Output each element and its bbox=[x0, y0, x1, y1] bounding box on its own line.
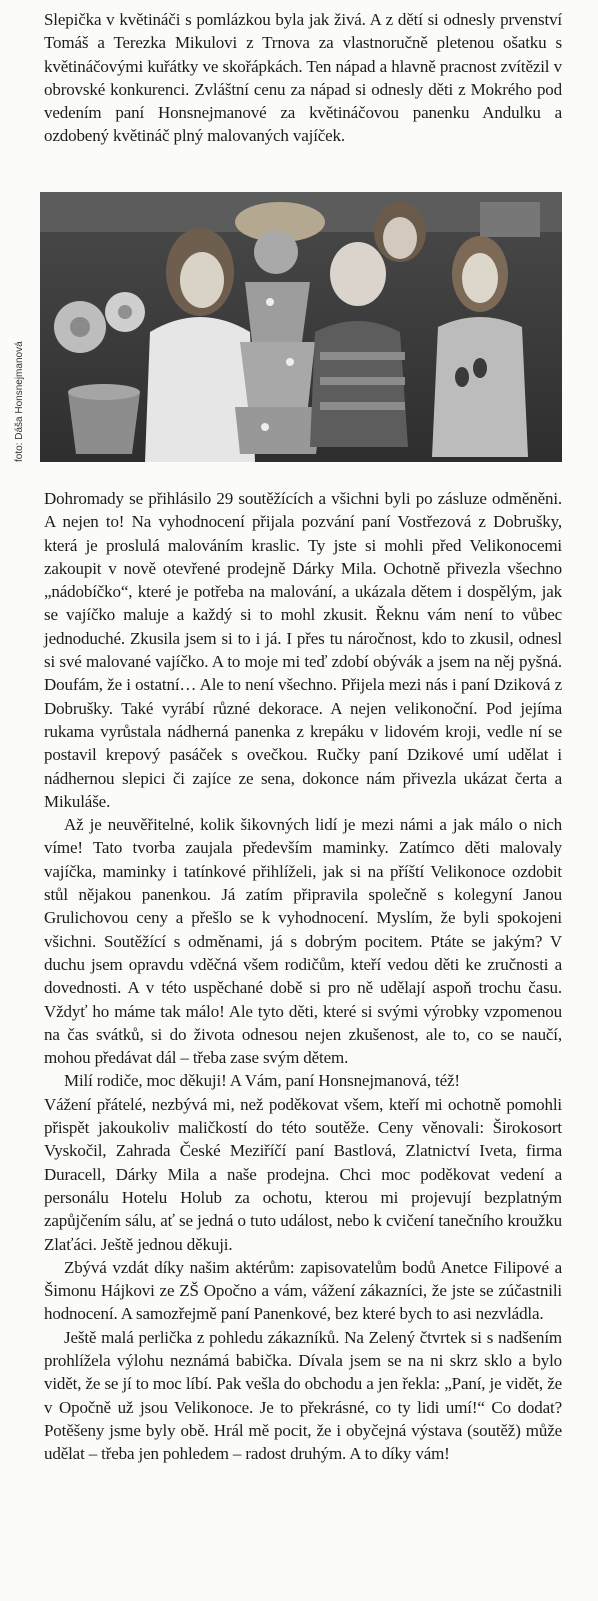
article-paragraph: Vážení přátelé, nezbývá mi, než poděkovat všem, kteří mi ochotně pomohli přispět jakoukoliv maličkostí do této soutěže. Ceny věnovali: Širokosort Vyskočil, Zahrada České Meziříčí paní Bastlová, Zlatnictví Iveta, firma Duracell, Dárky Mila a naše prodejna. Chci moc poděkovat vedení a personálu Hotelu Holub za ochotu, kterou mi projevují bezplatným zapůjčením sálu, ať se jedná o tuto událost, nebo k cvičení tanečního kroužku Zlaťáci. Ještě jednou děkuji. bbox=[44, 1094, 562, 1254]
intro-section bbox=[44, 8, 562, 148]
article-paragraph: Milí rodiče, moc děkuji! A Vám, paní Honsnejmanová, též! bbox=[64, 1071, 460, 1091]
article-paragraph: Dohromady se přihlásilo 29 soutěžících a všichni byli po zásluze odměněni. A nejen to! Na vyhodnocení přijala pozvání paní Vostřezová z Dobrušky, která je proslulá malováním kraslic. Ty jste si mohli před Velikonocemi zakoupit v nově otevřené prodejně Dárky Mila. Ochotně přivezla všechno „nádobíčko“, které je potřeba na malování, a ukázala dětem i dospělým, jak se vajíčko maluje a každý si to mohl zkusit. Řeknu vám není to vůbec jednoduché. Zkusila jsem si to i já. I přes tu náročnost, kdo to zkusil, odnesl si své malované vajíčko. A to moje mi teď zdobí obývák a jsem na něj pyšná. Doufám, že i ostatní… Ale to není všechno. Přijela mezi nás i paní Dziková z Dobrušky. Také vyrábí různé dekorace. A nejen velikonoční. Pod jejíma rukama vyrůstala nádherná panenka z krepáku v lidovém kroji, vedle ní se postavil krepový pasáček s ovečkou. Ručky paní Dzikové umí udělat i nádhernou slepici či zajíce ze sena, dokonce nám přivezla ukázat čerta a Mikuláše. bbox=[44, 489, 562, 811]
intro-paragraph: Slepička v květináči s pomlázkou byla jak živá. A z dětí si odnesly prvenství Tomáš a Terezka Mikulovi z Trnova za vlastnoručně pletenou ošatku s květináčovými kuřátky ve skořápkách. Ten nápad a hlavně pracnost zvítězil v obrovské konkurenci. Zvláštní cenu za nápad si odnesly děti z Mokrého pod vedením paní Honsnejmanové za květináčovou panenku Andulku a ozdobený květináč plný malovaných vajíček. bbox=[44, 10, 562, 146]
article-photo bbox=[40, 192, 562, 462]
article-paragraph: Zbývá vzdát díky našim aktérům: zapisovatelům bodů Anetce Filipové a Šimonu Hájkovi ze ZŠ Opočno a vám, vážení zákazníci, že jste se zúčastnili hodnocení. A samozřejmě paní Panenkové, bez které bych to asi nezvládla. bbox=[44, 1257, 562, 1324]
photo-credit: foto: Dáša Honsnejmanová bbox=[14, 341, 25, 462]
article-paragraph: Až je neuvěřitelné, kolik šikovných lidí je mezi námi a jak málo o nich víme! Tato tvorba zaujala především maminky. Zatímco děti malovaly vajíčka, maminky i tatínkové přihlíželi, jak si na příští Velikonoce ozdobit stůl nějakou panenkou. Já zatím připravila společně s kolegyní Janou Grulichovou ceny a přešlo se k vyhodnocení. Myslím, že byli spokojeni všichni. Soutěžící s odměnami, já s dobrým pocitem. Ptáte se jakým? V duchu jsem opravdu vděčná všem rodičům, kteří vedou děti ke zručnosti a dovednosti. A v této uspěchané době si pro ně udělají aspoň trochu času. Vždyť ho máme tak málo! Ale tyto děti, které si svými výrobky vzpomenou na čas svátků, si do života odnesou nejen zkušenost, ale to, co se naučí, mohou předávat dál – třeba zase svým dětem. bbox=[44, 815, 562, 1068]
article-body bbox=[44, 487, 562, 1465]
photo-children-icon bbox=[40, 192, 562, 462]
article-paragraph: Ještě malá perlička z pohledu zákazníků. Na Zelený čtvrtek si s nadšením prohlížela výlohu neznámá babička. Dívala jsem se na ni skrz sklo a bylo vidět, že se jí to moc líbí. Pak vešla do obchodu a jen řekla: „Paní, je vidět, že v Opočně už jsou Velikonoce. Je to překrásné, co ty lidi umí!“ Co dodat? Potěšeny jsme byly obě. Hrál mě pocit, že i obyčejná výstava (soutěž) může udělat – třeba jen pohledem – radost druhým. A to díky vám! bbox=[44, 1327, 562, 1464]
